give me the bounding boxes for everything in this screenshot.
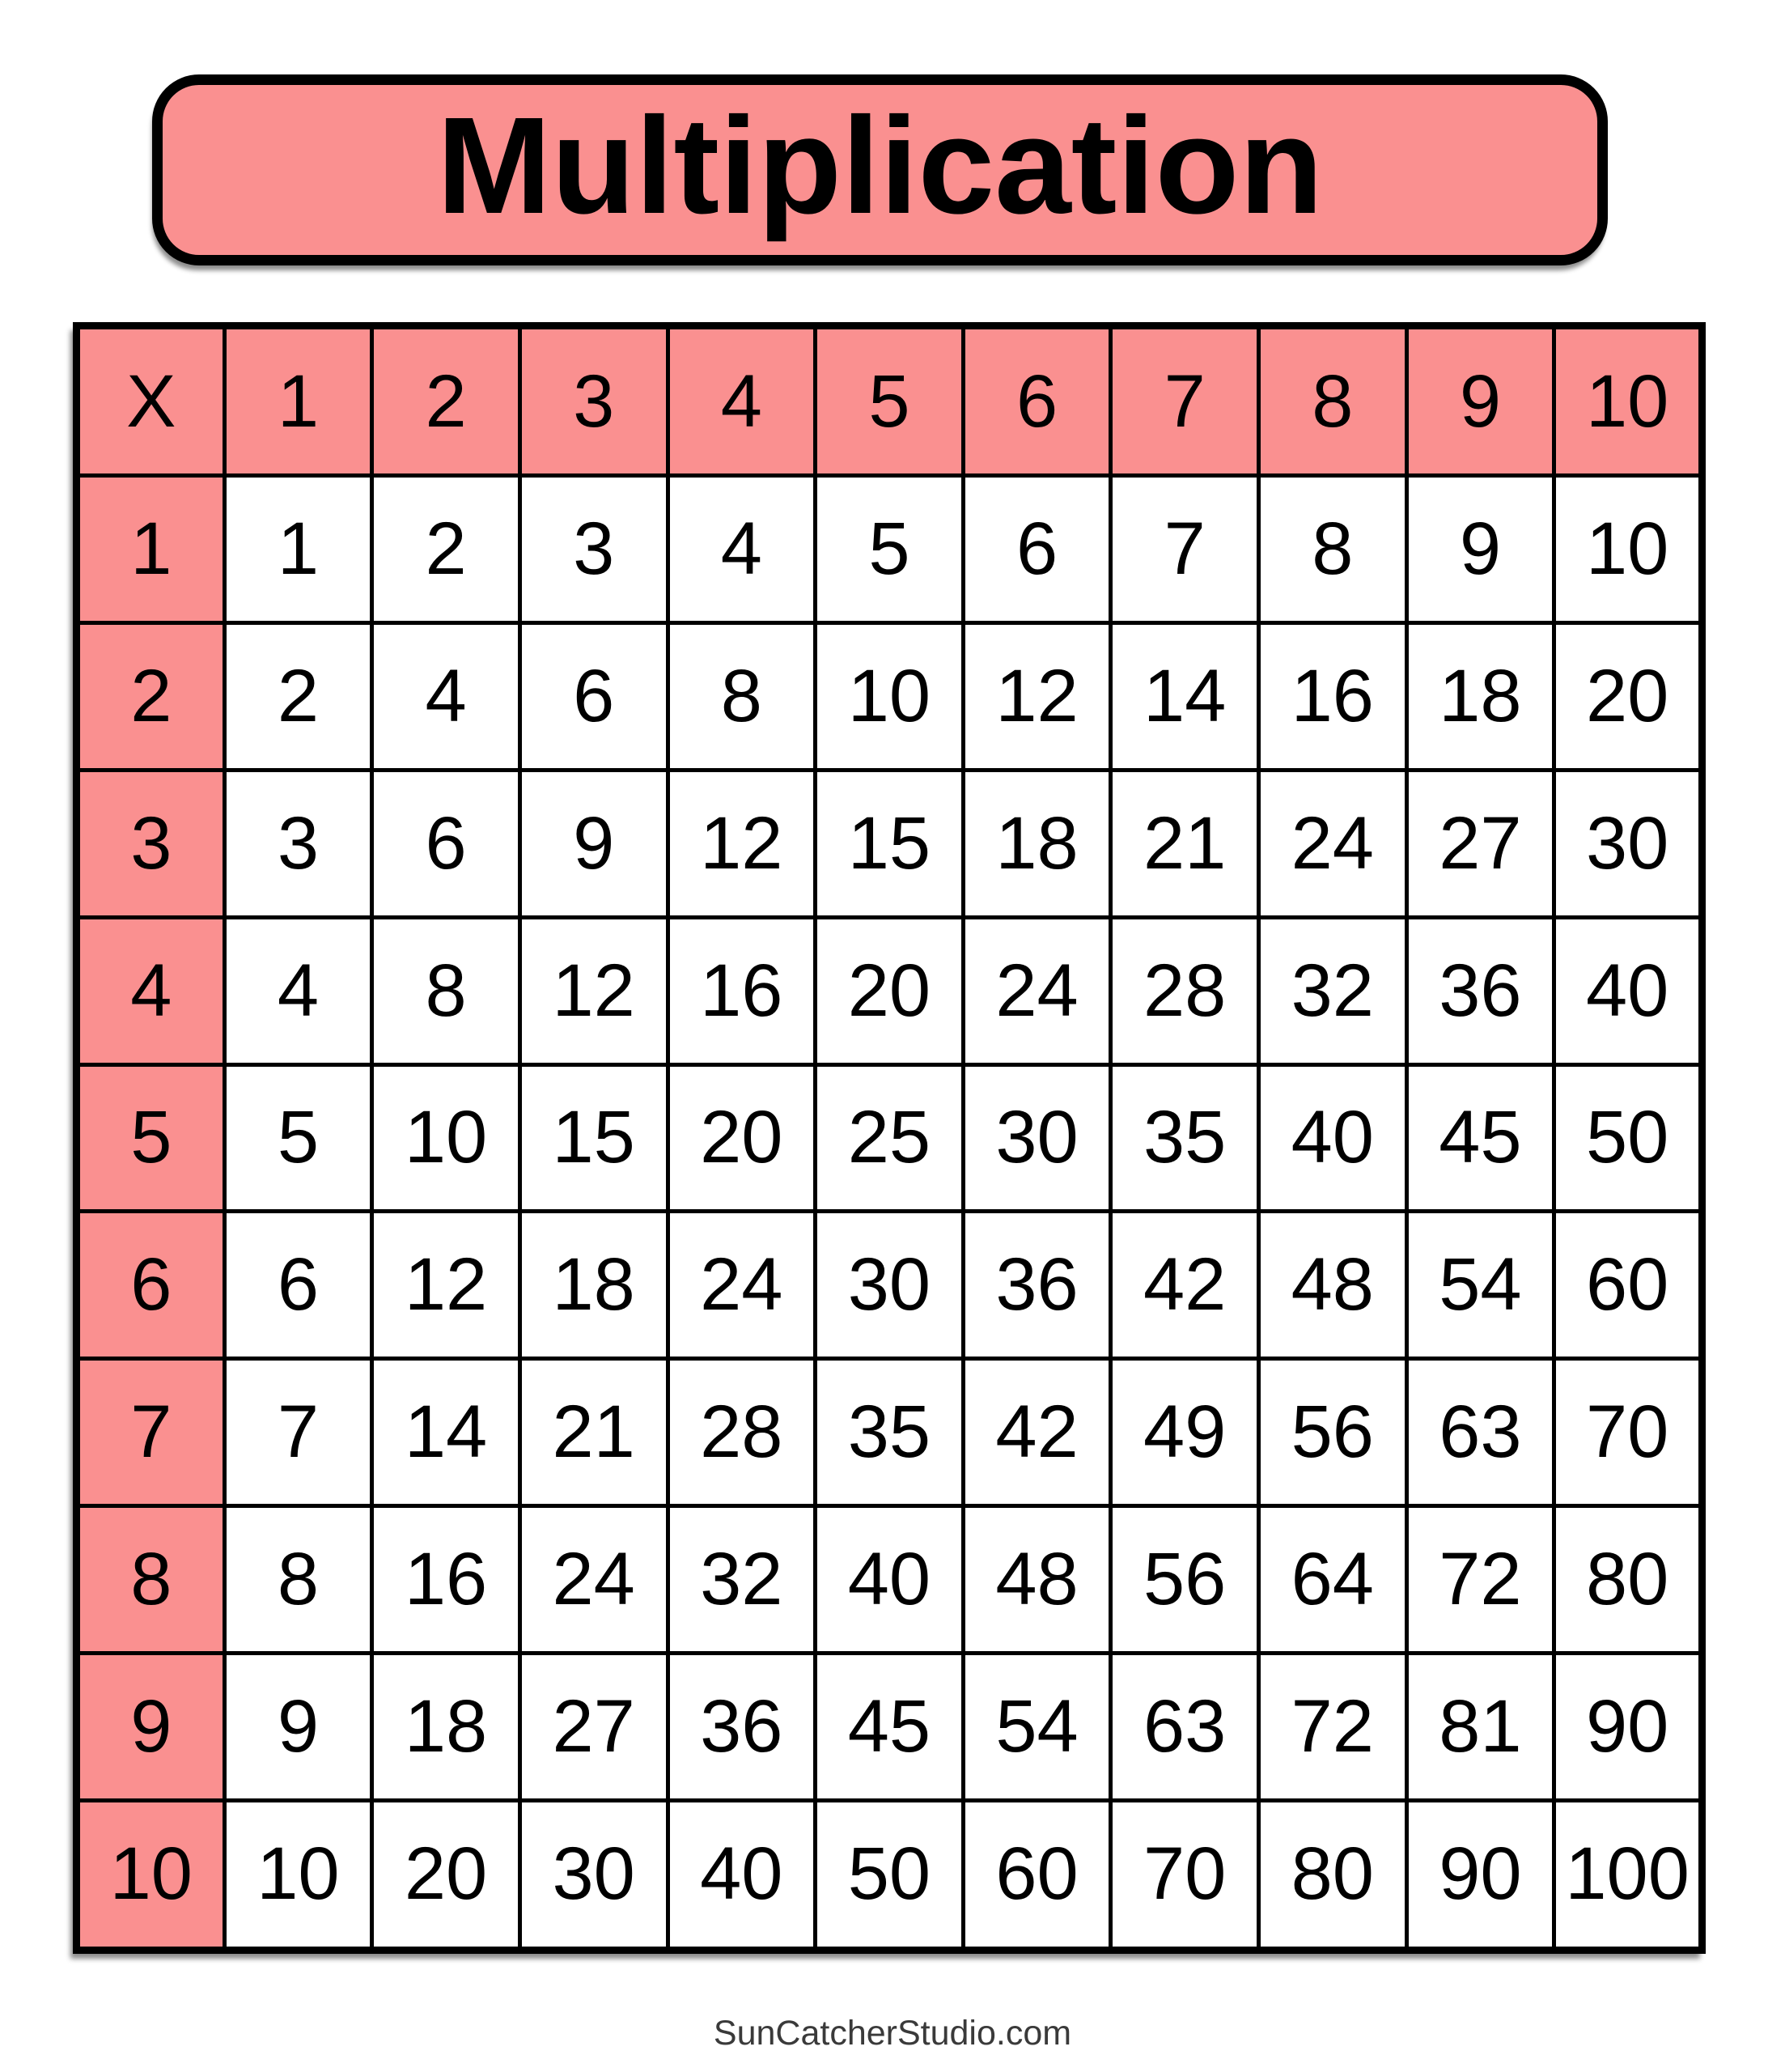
column-header: 1: [224, 326, 372, 476]
product-cell: 12: [963, 623, 1111, 771]
product-cell: 7: [224, 1359, 372, 1506]
product-cell: 42: [963, 1359, 1111, 1506]
product-cell: 8: [224, 1506, 372, 1654]
title-banner: [152, 74, 1608, 265]
table-row: [77, 1506, 1702, 1654]
product-cell: 63: [1406, 1359, 1554, 1506]
product-cell: 25: [816, 1064, 964, 1212]
product-cell: 10: [224, 1800, 372, 1950]
product-cell: 56: [1111, 1506, 1259, 1654]
product-cell: 24: [963, 917, 1111, 1064]
product-cell: 16: [372, 1506, 520, 1654]
product-cell: 18: [1406, 623, 1554, 771]
row-header: 5: [77, 1064, 225, 1212]
table-row: [77, 1212, 1702, 1359]
product-cell: 27: [519, 1653, 668, 1800]
table-row: [77, 623, 1702, 771]
product-cell: 14: [372, 1359, 520, 1506]
product-cell: 15: [816, 770, 964, 917]
product-cell: 40: [1259, 1064, 1407, 1212]
product-cell: 90: [1554, 1653, 1702, 1800]
row-header: 8: [77, 1506, 225, 1654]
product-cell: 24: [519, 1506, 668, 1654]
header-row: [77, 326, 1702, 476]
product-cell: 1: [224, 476, 372, 623]
product-cell: 63: [1111, 1653, 1259, 1800]
table-row: [77, 917, 1702, 1064]
column-header: 4: [668, 326, 816, 476]
product-cell: 32: [668, 1506, 816, 1654]
product-cell: 6: [372, 770, 520, 917]
product-cell: 48: [1259, 1212, 1407, 1359]
product-cell: 16: [1259, 623, 1407, 771]
product-cell: 20: [372, 1800, 520, 1950]
table-row: [77, 1359, 1702, 1506]
row-header: 1: [77, 476, 225, 623]
product-cell: 28: [668, 1359, 816, 1506]
table-row: [77, 1653, 1702, 1800]
product-cell: 30: [519, 1800, 668, 1950]
product-cell: 28: [1111, 917, 1259, 1064]
product-cell: 6: [963, 476, 1111, 623]
row-header: 4: [77, 917, 225, 1064]
product-cell: 20: [1554, 623, 1702, 771]
product-cell: 4: [668, 476, 816, 623]
table-row: [77, 770, 1702, 917]
product-cell: 21: [519, 1359, 668, 1506]
product-cell: 42: [1111, 1212, 1259, 1359]
product-cell: 90: [1406, 1800, 1554, 1950]
product-cell: 10: [1554, 476, 1702, 623]
product-cell: 49: [1111, 1359, 1259, 1506]
table-row: [77, 1064, 1702, 1212]
product-cell: 30: [1554, 770, 1702, 917]
product-cell: 18: [372, 1653, 520, 1800]
product-cell: 4: [372, 623, 520, 771]
product-cell: 32: [1259, 917, 1407, 1064]
product-cell: 20: [816, 917, 964, 1064]
product-cell: 50: [1554, 1064, 1702, 1212]
product-cell: 70: [1554, 1359, 1702, 1506]
product-cell: 12: [372, 1212, 520, 1359]
row-header: 9: [77, 1653, 225, 1800]
product-cell: 54: [963, 1653, 1111, 1800]
product-cell: 5: [224, 1064, 372, 1212]
product-cell: 40: [1554, 917, 1702, 1064]
product-cell: 8: [372, 917, 520, 1064]
product-cell: 45: [1406, 1064, 1554, 1212]
product-cell: 16: [668, 917, 816, 1064]
product-cell: 48: [963, 1506, 1111, 1654]
product-cell: 36: [668, 1653, 816, 1800]
table-row: [77, 476, 1702, 623]
table-row: [77, 1800, 1702, 1950]
product-cell: 5: [816, 476, 964, 623]
product-cell: 24: [668, 1212, 816, 1359]
product-cell: 24: [1259, 770, 1407, 917]
product-cell: 50: [816, 1800, 964, 1950]
row-header: 3: [77, 770, 225, 917]
product-cell: 64: [1259, 1506, 1407, 1654]
multiplication-table: [73, 322, 1706, 1954]
row-header: 10: [77, 1800, 225, 1950]
product-cell: 56: [1259, 1359, 1407, 1506]
column-header: 3: [519, 326, 668, 476]
product-cell: 30: [816, 1212, 964, 1359]
product-cell: 14: [1111, 623, 1259, 771]
product-cell: 45: [816, 1653, 964, 1800]
column-header: 7: [1111, 326, 1259, 476]
product-cell: 10: [816, 623, 964, 771]
product-cell: 7: [1111, 476, 1259, 623]
product-cell: 72: [1406, 1506, 1554, 1654]
column-header: 10: [1554, 326, 1702, 476]
product-cell: 4: [224, 917, 372, 1064]
product-cell: 80: [1554, 1506, 1702, 1654]
product-cell: 30: [963, 1064, 1111, 1212]
product-cell: 6: [519, 623, 668, 771]
column-header: 2: [372, 326, 520, 476]
product-cell: 9: [224, 1653, 372, 1800]
product-cell: 35: [1111, 1064, 1259, 1212]
product-cell: 81: [1406, 1653, 1554, 1800]
product-cell: 18: [963, 770, 1111, 917]
product-cell: 15: [519, 1064, 668, 1212]
product-cell: 36: [1406, 917, 1554, 1064]
product-cell: 21: [1111, 770, 1259, 917]
column-header: 6: [963, 326, 1111, 476]
product-cell: 35: [816, 1359, 964, 1506]
product-cell: 8: [1259, 476, 1407, 623]
product-cell: 70: [1111, 1800, 1259, 1950]
column-header: 5: [816, 326, 964, 476]
product-cell: 100: [1554, 1800, 1702, 1950]
product-cell: 40: [668, 1800, 816, 1950]
product-cell: 10: [372, 1064, 520, 1212]
product-cell: 2: [224, 623, 372, 771]
product-cell: 27: [1406, 770, 1554, 917]
row-header: 7: [77, 1359, 225, 1506]
product-cell: 6: [224, 1212, 372, 1359]
product-cell: 9: [1406, 476, 1554, 623]
row-header: 6: [77, 1212, 225, 1359]
column-header: 8: [1259, 326, 1407, 476]
product-cell: 40: [816, 1506, 964, 1654]
product-cell: 2: [372, 476, 520, 623]
product-cell: 60: [1554, 1212, 1702, 1359]
page-title: Multiplication: [436, 89, 1324, 243]
product-cell: 54: [1406, 1212, 1554, 1359]
product-cell: 36: [963, 1212, 1111, 1359]
footer-credit: SunCatcherStudio.com: [713, 2014, 1072, 2053]
product-cell: 9: [519, 770, 668, 917]
column-header: 9: [1406, 326, 1554, 476]
row-header: 2: [77, 623, 225, 771]
product-cell: 3: [224, 770, 372, 917]
product-cell: 80: [1259, 1800, 1407, 1950]
product-cell: 20: [668, 1064, 816, 1212]
product-cell: 12: [668, 770, 816, 917]
product-cell: 12: [519, 917, 668, 1064]
product-cell: 3: [519, 476, 668, 623]
product-cell: 18: [519, 1212, 668, 1359]
product-cell: 60: [963, 1800, 1111, 1950]
product-cell: 8: [668, 623, 816, 771]
corner-cell: X: [77, 326, 225, 476]
product-cell: 72: [1259, 1653, 1407, 1800]
